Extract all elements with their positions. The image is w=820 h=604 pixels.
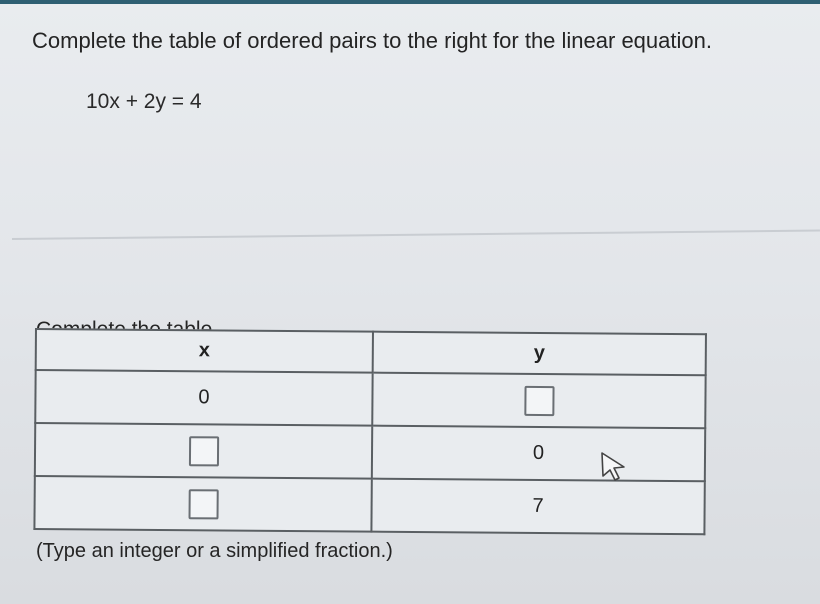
header-y: y — [373, 332, 706, 376]
x-answer-input-row2[interactable] — [188, 436, 218, 466]
cell-x-row2[interactable] — [35, 423, 372, 479]
question-text: Complete the table of ordered pairs to the right for the linear equation. — [32, 28, 712, 53]
mouse-cursor-icon — [600, 450, 630, 482]
cell-y-row2: 0 — [372, 426, 705, 482]
cell-x-row3[interactable] — [34, 476, 371, 532]
answer-format-hint: (Type an integer or a simplified fraction.) — [36, 540, 393, 562]
table-row — [35, 370, 705, 428]
cell-x-row1: 0 — [35, 370, 372, 426]
x-answer-input-row3[interactable] — [188, 489, 218, 519]
cell-y-row1[interactable] — [372, 373, 705, 429]
table-row — [34, 476, 704, 534]
header-x: x — [36, 329, 373, 373]
ordered-pairs-table — [33, 328, 707, 535]
section-divider — [12, 230, 820, 240]
linear-equation: 10x + 2y = 4 — [86, 90, 202, 113]
top-stripe — [0, 0, 820, 4]
y-answer-input-row1[interactable] — [524, 386, 554, 416]
table-header-row — [36, 329, 706, 376]
cell-y-row3: 7 — [371, 479, 704, 535]
